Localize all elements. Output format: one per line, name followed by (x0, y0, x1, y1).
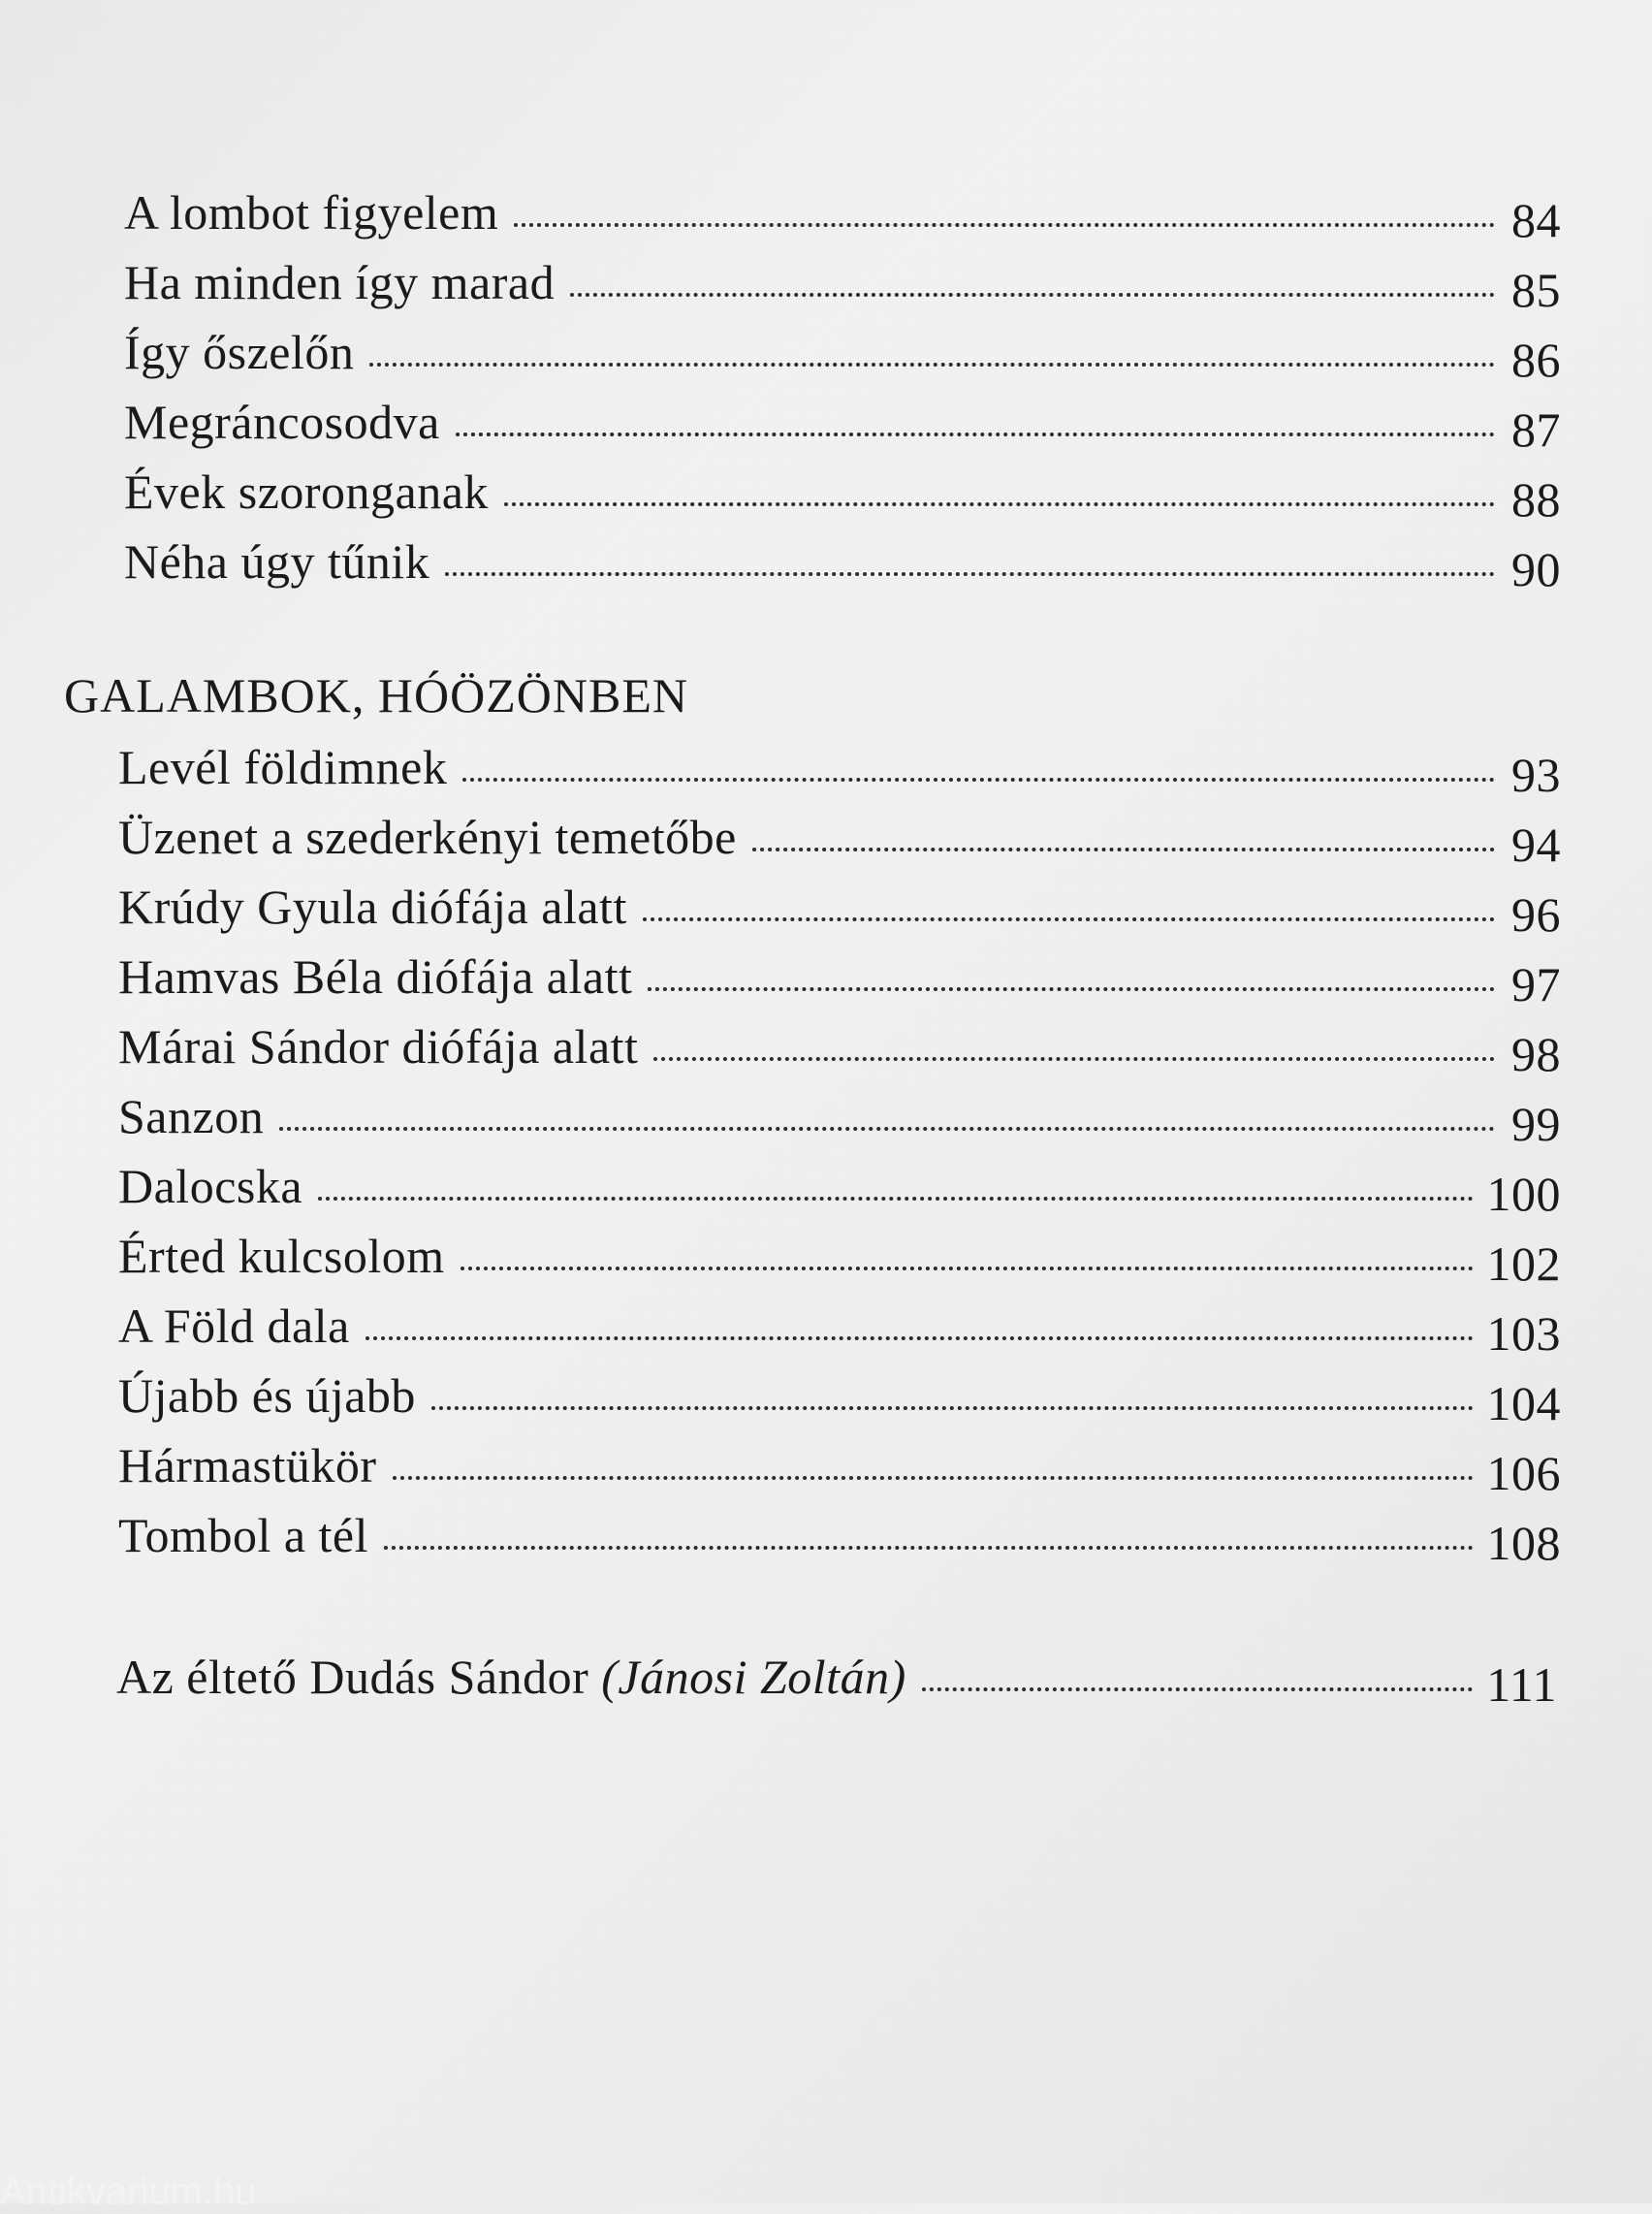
afterword-title: Az éltető Dudás Sándor (116, 1650, 589, 1704)
toc-leader-dots (369, 363, 1495, 367)
toc-entry (118, 1218, 1561, 1291)
toc-leader-dots (445, 572, 1495, 576)
toc-entry-page: 96 (1511, 887, 1561, 942)
toc-entry-page: 106 (1486, 1446, 1561, 1500)
toc-section-2 (118, 729, 1561, 1570)
toc-entry (118, 729, 1561, 802)
toc-entry-page: 98 (1511, 1027, 1561, 1081)
toc-entry-page: 90 (1511, 542, 1561, 596)
toc-entry-title: Ha minden így marad (124, 255, 556, 309)
toc-entry-page: 97 (1511, 957, 1561, 1011)
toc-entry-title: Hármastükör (118, 1438, 377, 1492)
toc-entry-title: Újabb és újabb (118, 1368, 416, 1423)
toc-entry-page: 86 (1511, 333, 1561, 387)
toc-leader-dots (462, 778, 1495, 782)
toc-leader-dots (570, 293, 1495, 297)
toc-entry-page: 93 (1511, 748, 1561, 802)
toc-entry-title: A Föld dala (118, 1299, 350, 1353)
toc-entry-title: Néha úgy tűnik (124, 534, 430, 589)
toc-entry-page: 111 (1486, 1657, 1557, 1712)
toc-entry (116, 1639, 1557, 1712)
toc-leader-dots (384, 1546, 1473, 1550)
toc-entry (118, 1009, 1561, 1081)
toc-entry (124, 524, 1561, 594)
toc-entry-title: Üzenet a szederkényi temetőbe (118, 810, 737, 864)
toc-entry-title: Megráncosodva (124, 395, 440, 449)
toc-entry (118, 799, 1561, 872)
toc-entry (118, 1497, 1561, 1570)
toc-afterword (116, 1639, 1557, 1712)
toc-leader-dots (431, 1406, 1474, 1410)
toc-entry-title: Sanzon (118, 1089, 265, 1143)
toc-entry-title: Így őszelőn (124, 325, 355, 379)
toc-leader-dots (514, 223, 1495, 227)
toc-entry (124, 175, 1561, 247)
toc-entry (124, 454, 1561, 527)
toc-entry-title: Tombol a tél (118, 1508, 369, 1562)
toc-entry (124, 244, 1561, 317)
toc-leader-dots (318, 1197, 1473, 1201)
toc-entry-page: 99 (1511, 1097, 1561, 1151)
toc-entry-page: 88 (1511, 472, 1561, 527)
toc-leader-dots (643, 917, 1495, 921)
toc-entry-title: Érted kulcsolom (118, 1229, 445, 1283)
toc-entry-title (116, 1652, 906, 1709)
toc-entry-page: 84 (1511, 193, 1561, 247)
toc-leader-dots (456, 433, 1495, 436)
toc-entry-title: Dalocska (118, 1159, 303, 1213)
toc-entry (124, 384, 1561, 457)
toc-entry (118, 869, 1561, 942)
toc-section-1 (124, 175, 1561, 594)
toc-entry-page: 102 (1486, 1236, 1561, 1291)
toc-entry-page: 104 (1486, 1376, 1561, 1430)
toc-entry-title: Márai Sándor diófája alatt (118, 1019, 639, 1074)
toc-leader-dots (279, 1127, 1495, 1131)
toc-entry-page: 94 (1511, 818, 1561, 872)
toc-entry-page: 85 (1511, 263, 1561, 317)
toc-entry-title: Levél földimnek (118, 740, 448, 794)
toc-entry-page: 87 (1511, 402, 1561, 457)
toc-leader-dots (922, 1687, 1473, 1691)
toc-leader-dots (393, 1476, 1474, 1480)
watermark: Antikvarium.hu (0, 2170, 257, 2213)
toc-entry-title: Évek szoronganak (124, 465, 489, 519)
toc-entry-page: 103 (1486, 1306, 1561, 1361)
toc-entry (118, 1288, 1561, 1361)
toc-leader-dots (504, 502, 1495, 506)
toc-entry-title: Krúdy Gyula diófája alatt (118, 880, 627, 934)
toc-entry-page: 108 (1486, 1516, 1561, 1570)
toc-entry-title: Hamvas Béla diófája alatt (118, 949, 633, 1004)
toc-entry-page: 100 (1486, 1167, 1561, 1221)
toc-leader-dots (752, 848, 1495, 851)
toc-entry (118, 1358, 1561, 1428)
toc-entry (124, 314, 1561, 387)
toc-leader-dots (648, 987, 1495, 991)
toc-leader-dots (365, 1336, 1474, 1340)
toc-entry (118, 1148, 1561, 1221)
toc-entry-title: A lombot figyelem (124, 185, 499, 240)
toc-leader-dots (461, 1267, 1474, 1270)
toc-entry (118, 1078, 1561, 1151)
afterword-author: (Jánosi Zoltán) (601, 1650, 906, 1704)
section-heading: GALAMBOK, HÓÖZÖNBEN (64, 668, 688, 722)
toc-leader-dots (653, 1057, 1495, 1061)
toc-entry (118, 1428, 1561, 1500)
toc-entry (118, 939, 1561, 1009)
